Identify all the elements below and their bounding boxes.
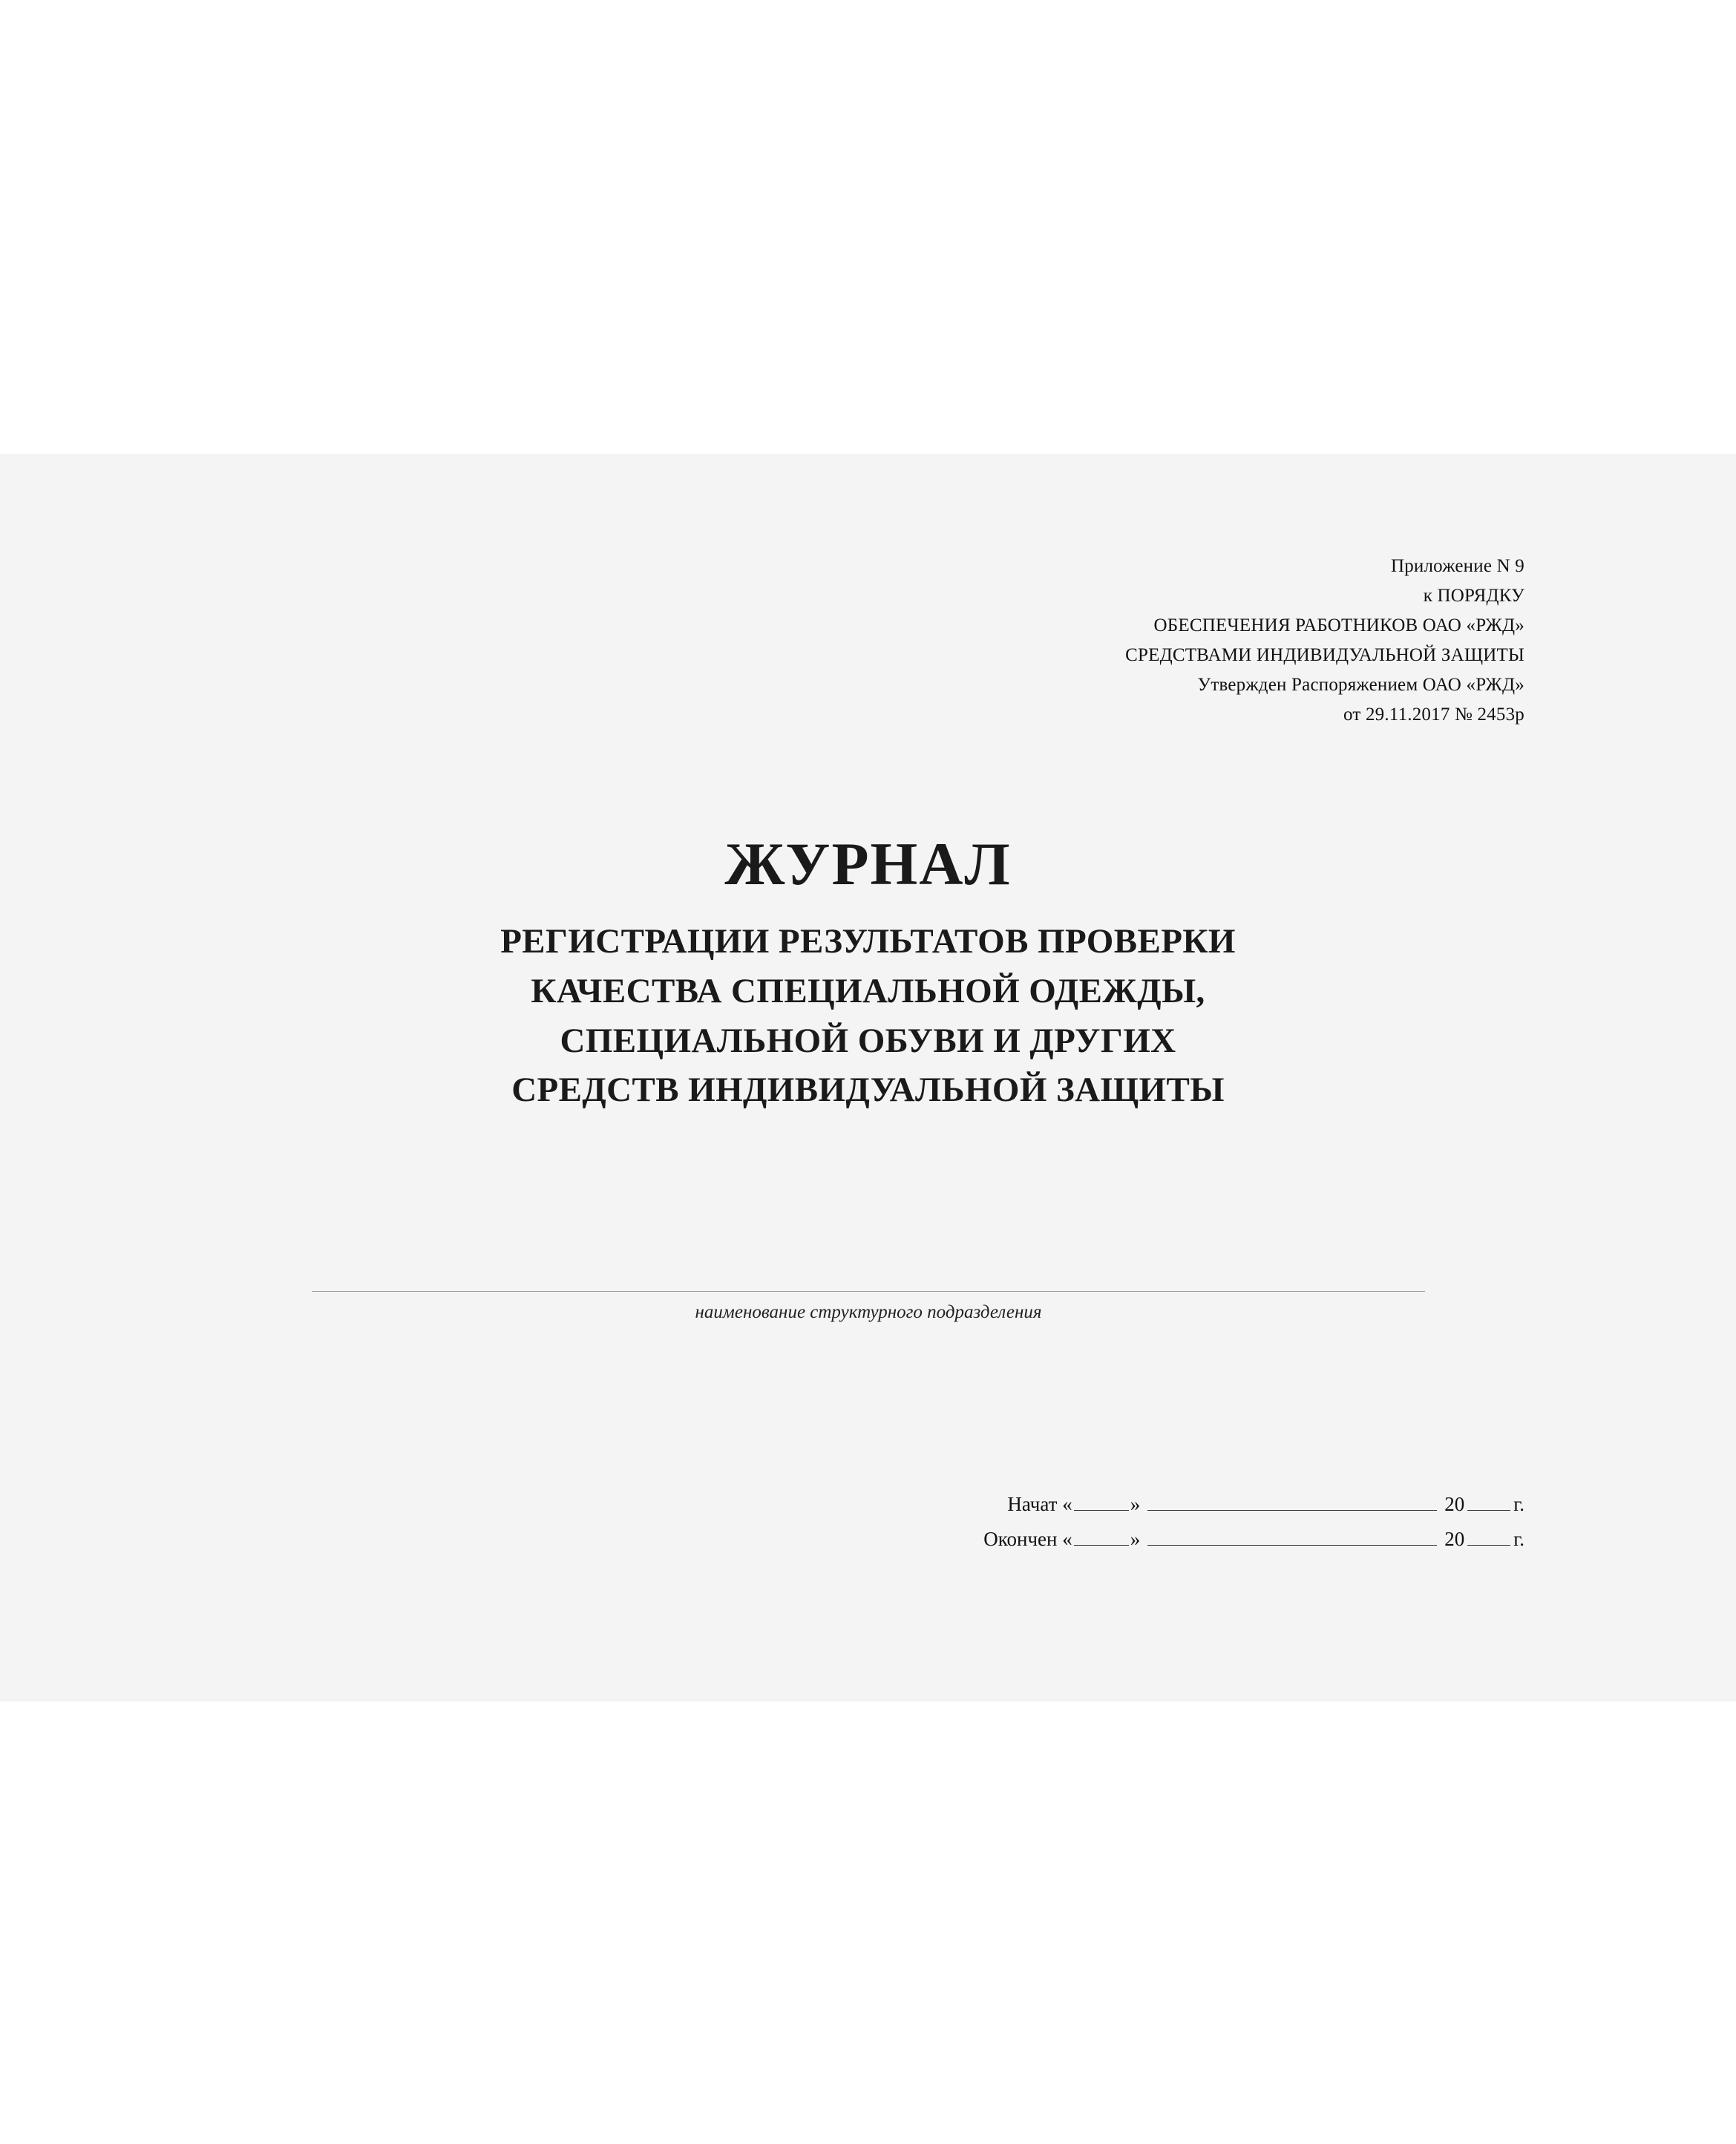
subtitle-line-2: КАЧЕСТВА СПЕЦИАЛЬНОЙ ОДЕЖДЫ, [531,971,1205,1010]
approval-line-3: ОБЕСПЕЧЕНИЯ РАБОТНИКОВ ОАО «РЖД» [1153,615,1524,635]
finished-year-suffix: г. [1513,1528,1524,1550]
started-label: Начат « [1007,1493,1072,1515]
document-page [0,454,1736,1702]
page-subtitle [252,917,1484,1115]
started-quote-close: » [1130,1493,1141,1515]
approval-line-2: к ПОРЯДКУ [1423,586,1524,606]
started-year-blank[interactable] [1467,1494,1510,1511]
subdivision-field [312,1291,1425,1323]
started-year-prefix: 20 [1444,1493,1465,1515]
finished-label: Окончен « [983,1528,1072,1550]
subtitle-line-4: СРЕДСТВ ИНДИВИДУАЛЬНОЙ ЗАЩИТЫ [511,1071,1225,1110]
page-title: ЖУРНАЛ [724,830,1012,898]
finished-year-blank[interactable] [1467,1529,1510,1546]
approval-line-6: от 29.11.2017 № 2453р [1343,705,1524,725]
dates-block [983,1493,1524,1563]
started-month-blank[interactable] [1147,1494,1437,1511]
started-day-blank[interactable] [1074,1494,1129,1511]
finished-year-prefix: 20 [1444,1528,1465,1550]
finished-quote-close: » [1130,1528,1141,1550]
approval-line-1: Приложение N 9 [1390,556,1524,576]
title-block [252,832,1484,1115]
subtitle-line-1: РЕГИСТРАЦИИ РЕЗУЛЬТАТОВ ПРОВЕРКИ [500,922,1236,961]
approval-line-5: Утвержден Распоряжением ОАО «РЖД» [1197,675,1524,695]
finished-row [983,1528,1524,1551]
finished-day-blank[interactable] [1074,1529,1129,1546]
approval-block [1125,552,1524,730]
started-row [983,1493,1524,1516]
finished-month-blank[interactable] [1147,1529,1437,1546]
approval-line-4: СРЕДСТВАМИ ИНДИВИДУАЛЬНОЙ ЗАЩИТЫ [1125,645,1524,665]
subdivision-caption: наименование структурного подразделения [695,1302,1042,1322]
subdivision-rule[interactable] [312,1291,1425,1292]
subtitle-line-3: СПЕЦИАЛЬНОЙ ОБУВИ И ДРУГИХ [560,1021,1176,1060]
started-year-suffix: г. [1513,1493,1524,1515]
